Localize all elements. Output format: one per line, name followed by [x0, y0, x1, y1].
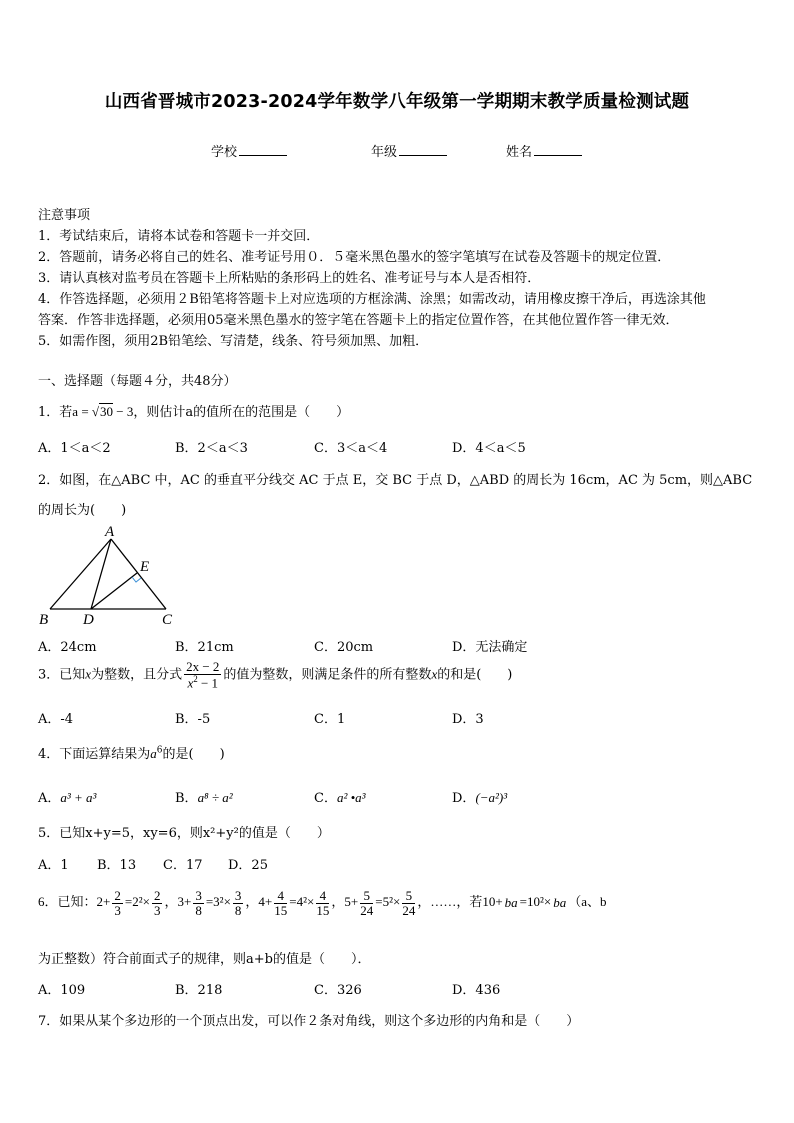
q2-option-b: B．21cm: [175, 640, 234, 655]
label-a: A: [105, 524, 115, 540]
question-3: 3．已知x为整数，且分式 $\frac{2x - 2}{x^2 - 1}$ 的值为整数，则满足条件的所有整数x的和是( ): [38, 659, 513, 690]
q1-option-c: C．3＜a＜4: [314, 441, 388, 456]
right-angle-mark: [132, 577, 141, 582]
notice-item-4: 4．作答选择题，必须用２B铅笔将答题卡上对应选项的方框涂满、涂黑；如需改动，请用橡皮擦干净后，再选涂其他: [38, 292, 706, 307]
q6-option-b: B．218: [175, 983, 223, 998]
question-5: 5．已知x+y=5，xy=6，则x²+y²的值是（ ）: [38, 826, 330, 841]
notice-item-2: 2．答题前，请务必将自己的姓名、准考证号用０．５毫米黑色墨水的签字笔填写在试卷及答题卡的规定位置．: [38, 250, 671, 265]
question-6: 6．已知：2+ $\frac{2}{3}$ =2²× $\frac{2}{3}$ ，3+ $\frac{3}{8}$ =3²× $\frac{3}{8}$ ，4+ $\frac{4}{15}$ =4²× $\frac{4}{15}$ ，5+ $\frac{5}{24}$ =5²× $\frac{5}{24}$ ，……，若10+ ba =10²× ba （a、b: [38, 888, 607, 918]
question-2: 2．如图，在△ABC 中，AC 的垂直平分线交 AC 于点 E，交 BC 于点 D，△ABD 的周长为 16cm，AC 为 5cm，则△ABC: [38, 473, 753, 488]
name-field: 姓名: [506, 141, 582, 160]
q3-option-d: D．3: [452, 712, 484, 727]
triangle-figure: [36, 522, 186, 630]
q6-option-c: C．326: [314, 983, 362, 998]
question-7: 7．如果从某个多边形的一个顶点出发，可以作２条对角线，则这个多边形的内角和是（ ）: [38, 1014, 580, 1029]
q3-fraction: $\frac{2x - 2}{x^2 - 1}$: [186, 659, 220, 690]
segment-ac: [111, 539, 166, 609]
q5-option-b: B．13: [97, 858, 137, 873]
q4-option-a: A．a³ + a³: [38, 790, 97, 806]
question-4: 4．下面运算结果为$a^6$的是( ): [38, 745, 225, 762]
notice-item-4-cont: 答案．作答非选择题，必须用05毫米黑色墨水的签字笔在答题卡上的指定位置作答，在其他位置作答一律无效．: [38, 313, 679, 328]
q2-option-d: D．无法确定: [452, 640, 528, 655]
q3-option-a: A．-4: [38, 712, 74, 727]
q3-option-b: B．-5: [175, 712, 211, 727]
q4-option-d: D．(−a²)³: [452, 790, 508, 806]
notice-heading: 注意事项: [38, 208, 91, 223]
segment-ab: [50, 539, 111, 609]
question-2-cont: 的周长为( ): [38, 503, 127, 518]
question-6-cont: 为正整数）符合前面式子的规律，则a+b的值是（ ）．: [38, 952, 371, 967]
segment-de: [91, 573, 137, 609]
notice-item-5: 5．如需作图，须用2B铅笔绘、写清楚，线条、符号须加黑、加粗．: [38, 334, 429, 349]
q4-option-c: C．a² •a³: [314, 790, 366, 806]
grade-field: 年级: [371, 141, 447, 160]
q5-option-a: A．1: [38, 858, 69, 873]
notice-item-3: 3．请认真核对监考员在答题卡上所粘贴的条形码上的姓名、准考证号与本人是否相符．: [38, 271, 541, 286]
name-blank: [534, 143, 582, 156]
label-b: B: [39, 612, 49, 628]
school-blank: [239, 143, 287, 156]
school-field: 学校: [211, 141, 287, 160]
notice-item-1: 1．考试结束后，请将本试卷和答题卡一并交回．: [38, 229, 320, 244]
label-e: E: [140, 559, 150, 575]
q1-option-d: D．4＜a＜5: [452, 441, 526, 456]
label-c: C: [162, 612, 173, 628]
q5-option-c: C．17: [163, 858, 203, 873]
page-title: 山西省晋城市2023-2024学年数学八年级第一学期期末教学质量检测试题: [104, 92, 690, 112]
q6-option-d: D．436: [452, 983, 501, 998]
section-heading: 一、选择题（每题４分，共48分）: [38, 374, 237, 389]
q1-option-b: B．2＜a＜3: [175, 441, 248, 456]
question-1: 1．若a = √30 − 3，则估计a的值所在的范围是（ ）: [38, 404, 350, 420]
q5-option-d: D．25: [228, 858, 268, 873]
label-d: D: [83, 612, 94, 628]
q2-option-c: C．20cm: [314, 640, 374, 655]
grade-blank: [399, 143, 447, 156]
q4-option-b: B．a⁸ ÷ a²: [175, 790, 233, 806]
q3-option-c: C．1: [314, 712, 346, 727]
q6-option-a: A．109: [38, 983, 86, 998]
q1-option-a: A．1＜a＜2: [38, 441, 111, 456]
q2-option-a: A．24cm: [38, 640, 97, 655]
